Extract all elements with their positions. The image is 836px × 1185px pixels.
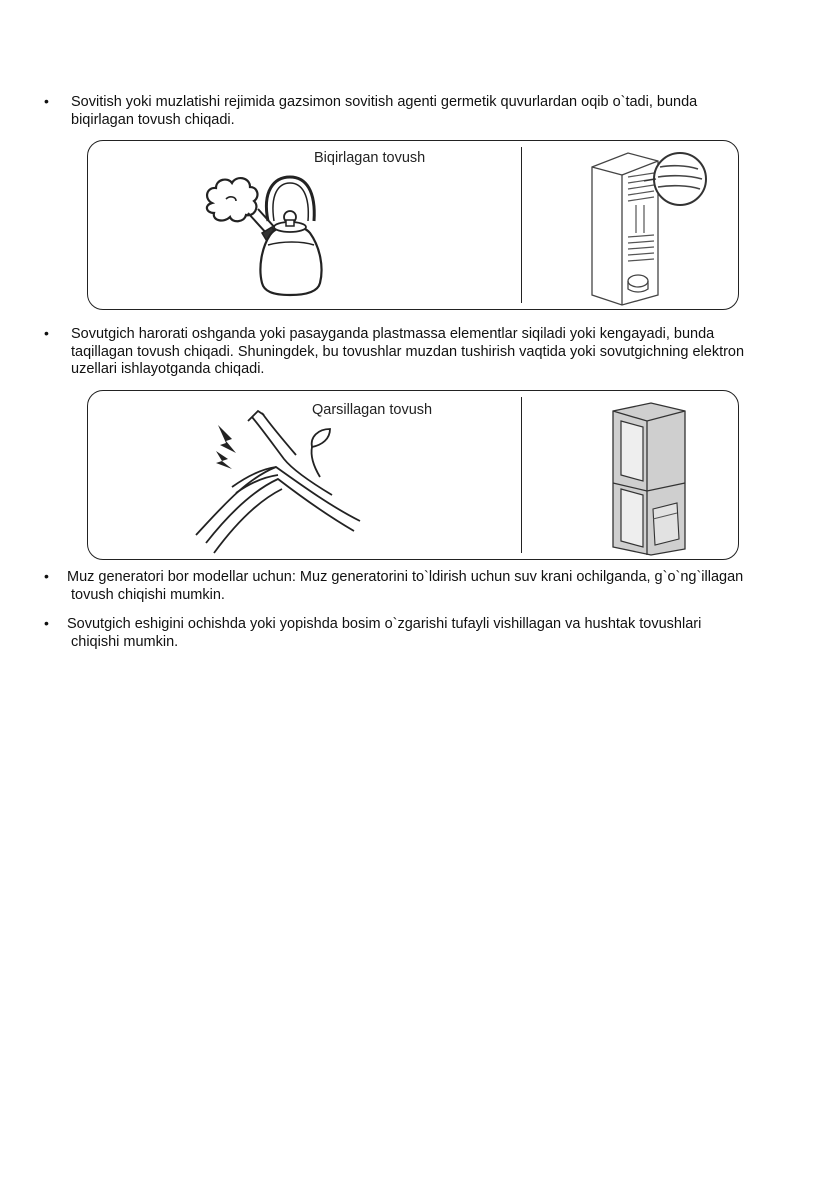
bullet-line: biqirlagan tovush chiqadi. (71, 111, 235, 128)
bullet-line: Sovutgich eshigini ochishda yoki yopishda bosim o`zgarishi tufayli vishillagan va hushtak tovushlari (67, 616, 702, 632)
bullet-line: tovush chiqishi mumkin. (71, 586, 225, 603)
bullet-marker: • (44, 615, 49, 631)
bullet-marker: • (44, 325, 49, 341)
bullet-line: Muz generatori bor modellar uchun: Muz generatorini to`ldirish uchun suv krani ochilganda, g`o`ng`illagan (67, 569, 744, 585)
bullet-line: uzellari ishlayotganda chiqadi. (71, 361, 265, 377)
fridge-refrigerant-pipes-icon (578, 145, 718, 307)
bullet-text (71, 94, 804, 129)
bullet-item-4 (44, 616, 804, 651)
bullet-item-3 (44, 569, 804, 604)
bullet-marker: • (44, 93, 49, 109)
illustration-panel-2 (87, 390, 739, 560)
bullet-line: Sovitish yoki muzlatishi rejimida gazsimon sovitish agenti germetik quvurlardan oqib o`tadi, bunda (71, 94, 698, 110)
bullet-item-1 (44, 94, 804, 129)
bullet-line: taqillagan tovush chiqadi. Shuningdek, bu tovushlar muzdan tushirish vaqtida yoki sovutgichning elektron (71, 343, 745, 360)
panel-caption: Biqirlagan tovush (314, 150, 426, 166)
bullet-item-2 (44, 326, 804, 379)
bullet-line: Sovutgich harorati oshganda yoki pasayganda plastmassa elementlar siqiladi yoki kengayadi, bunda (71, 326, 715, 342)
bullet-text (67, 616, 804, 651)
bullet-text (67, 569, 804, 604)
cracking-branch-icon (192, 407, 372, 557)
boiling-kettle-icon (198, 171, 368, 303)
bullet-line: chiqishi mumkin. (71, 633, 179, 650)
bullet-marker: • (44, 568, 49, 584)
panel-divider (521, 147, 522, 303)
panel-divider (521, 397, 522, 553)
illustration-panel-1 (87, 140, 739, 310)
open-fridge-interior-icon (603, 399, 693, 557)
bullet-text (71, 326, 804, 379)
panel-caption: Qarsillagan tovush (312, 402, 433, 418)
